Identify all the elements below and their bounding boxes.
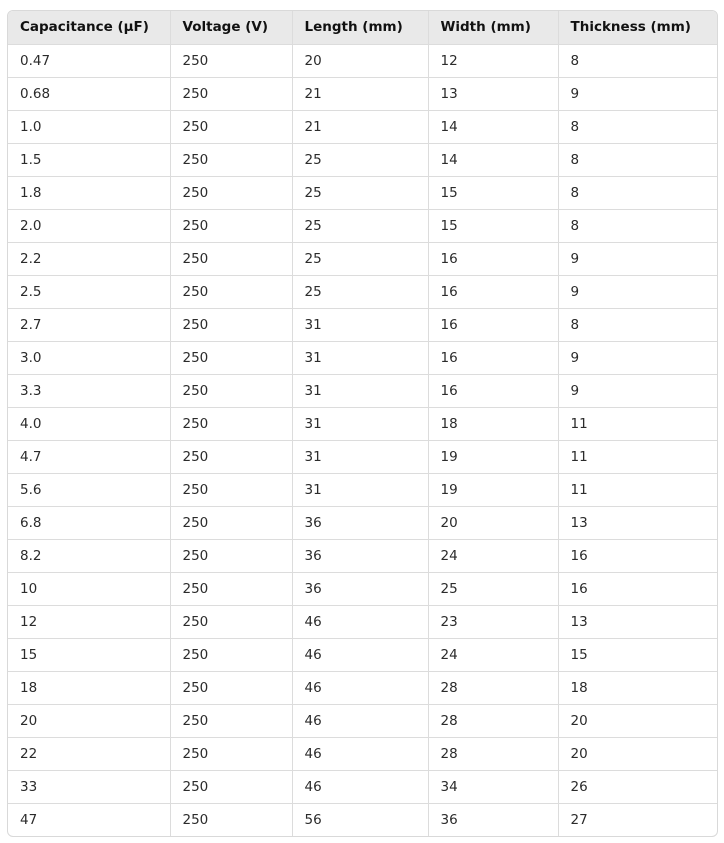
cell-width: 19: [428, 440, 558, 473]
cell-width: 13: [428, 77, 558, 110]
cell-voltage: 250: [170, 341, 292, 374]
cell-thickness: 8: [558, 110, 717, 143]
cell-capacitance: 4.0: [8, 407, 170, 440]
cell-thickness: 11: [558, 440, 717, 473]
cell-voltage: 250: [170, 44, 292, 77]
cell-length: 36: [292, 539, 428, 572]
cell-voltage: 250: [170, 770, 292, 803]
cell-length: 56: [292, 803, 428, 836]
cell-length: 31: [292, 407, 428, 440]
cell-capacitance: 2.2: [8, 242, 170, 275]
cell-voltage: 250: [170, 737, 292, 770]
cell-width: 28: [428, 704, 558, 737]
capacitor-dimensions-table-container: [7, 10, 718, 837]
table-body: [8, 44, 717, 836]
table-row: [8, 242, 717, 275]
table-row: [8, 407, 717, 440]
cell-capacitance: 12: [8, 605, 170, 638]
cell-voltage: 250: [170, 638, 292, 671]
cell-width: 34: [428, 770, 558, 803]
cell-capacitance: 0.68: [8, 77, 170, 110]
table-row: [8, 803, 717, 836]
table-row: [8, 209, 717, 242]
header-thickness: Thickness (mm): [558, 11, 717, 44]
table-row: [8, 638, 717, 671]
cell-voltage: 250: [170, 704, 292, 737]
cell-voltage: 250: [170, 275, 292, 308]
cell-length: 46: [292, 671, 428, 704]
cell-width: 28: [428, 671, 558, 704]
cell-capacitance: 3.3: [8, 374, 170, 407]
cell-thickness: 16: [558, 539, 717, 572]
table-row: [8, 110, 717, 143]
cell-voltage: 250: [170, 605, 292, 638]
cell-voltage: 250: [170, 473, 292, 506]
cell-width: 15: [428, 176, 558, 209]
cell-voltage: 250: [170, 407, 292, 440]
cell-width: 18: [428, 407, 558, 440]
table-row: [8, 77, 717, 110]
cell-voltage: 250: [170, 209, 292, 242]
cell-thickness: 11: [558, 407, 717, 440]
cell-length: 25: [292, 242, 428, 275]
table-row: [8, 308, 717, 341]
cell-thickness: 8: [558, 44, 717, 77]
cell-width: 16: [428, 374, 558, 407]
cell-thickness: 11: [558, 473, 717, 506]
cell-length: 25: [292, 143, 428, 176]
header-width: Width (mm): [428, 11, 558, 44]
cell-voltage: 250: [170, 572, 292, 605]
cell-length: 31: [292, 341, 428, 374]
table-row: [8, 143, 717, 176]
cell-thickness: 9: [558, 374, 717, 407]
cell-thickness: 20: [558, 704, 717, 737]
cell-length: 36: [292, 572, 428, 605]
cell-thickness: 8: [558, 308, 717, 341]
cell-thickness: 18: [558, 671, 717, 704]
cell-width: 16: [428, 308, 558, 341]
cell-thickness: 13: [558, 605, 717, 638]
cell-width: 15: [428, 209, 558, 242]
cell-length: 20: [292, 44, 428, 77]
cell-voltage: 250: [170, 671, 292, 704]
cell-width: 36: [428, 803, 558, 836]
cell-width: 19: [428, 473, 558, 506]
cell-capacitance: 4.7: [8, 440, 170, 473]
cell-width: 12: [428, 44, 558, 77]
cell-width: 16: [428, 242, 558, 275]
cell-thickness: 13: [558, 506, 717, 539]
table-row: [8, 473, 717, 506]
cell-thickness: 9: [558, 77, 717, 110]
cell-capacitance: 47: [8, 803, 170, 836]
cell-capacitance: 6.8: [8, 506, 170, 539]
cell-width: 16: [428, 275, 558, 308]
cell-length: 21: [292, 110, 428, 143]
cell-thickness: 9: [558, 341, 717, 374]
header-voltage: Voltage (V): [170, 11, 292, 44]
table-row: [8, 440, 717, 473]
cell-thickness: 27: [570, 811, 588, 828]
cell-thickness: 15: [558, 638, 717, 671]
table-row: [8, 44, 717, 77]
table-row: [8, 275, 717, 308]
table-header: [8, 11, 717, 44]
cell-width: 24: [428, 638, 558, 671]
cell-length: 31: [292, 308, 428, 341]
cell-capacitance: 33: [8, 770, 170, 803]
cell-width: 14: [428, 110, 558, 143]
header-length: Length (mm): [292, 11, 428, 44]
cell-thickness: 20: [558, 737, 717, 770]
table-row: [8, 671, 717, 704]
cell-voltage: 250: [170, 242, 292, 275]
cell-capacitance: 5.6: [8, 473, 170, 506]
cell-length: 31: [292, 374, 428, 407]
cell-capacitance: 20: [8, 704, 170, 737]
cell-thickness: 8: [558, 143, 717, 176]
cell-voltage: 250: [170, 176, 292, 209]
cell-capacitance: 3.0: [8, 341, 170, 374]
cell-voltage: 250: [170, 803, 292, 836]
cell-thickness: 8: [558, 176, 717, 209]
table-row: [8, 572, 717, 605]
cell-voltage: 250: [170, 440, 292, 473]
cell-capacitance: 18: [8, 671, 170, 704]
cell-width: 14: [428, 143, 558, 176]
cell-voltage: 250: [170, 539, 292, 572]
cell-width: 23: [428, 605, 558, 638]
cell-voltage: 250: [170, 110, 292, 143]
cell-thickness: 9: [558, 275, 717, 308]
cell-capacitance: 15: [8, 638, 170, 671]
table-row: [8, 374, 717, 407]
cell-length: 46: [292, 605, 428, 638]
cell-capacitance: 2.5: [8, 275, 170, 308]
header-row: [8, 11, 717, 44]
table-row: [8, 737, 717, 770]
cell-capacitance: 1.0: [8, 110, 170, 143]
cell-voltage: 250: [170, 308, 292, 341]
cell-voltage: 250: [170, 374, 292, 407]
cell-thickness: 16: [558, 572, 717, 605]
cell-width: 24: [428, 539, 558, 572]
cell-voltage: 250: [170, 143, 292, 176]
table-row: [8, 704, 717, 737]
table-row: [8, 341, 717, 374]
cell-voltage: 250: [170, 77, 292, 110]
cell-capacitance: 0.47: [8, 44, 170, 77]
table-row: [8, 605, 717, 638]
cell-length: 36: [292, 506, 428, 539]
table-row: [8, 506, 717, 539]
cell-thickness: 8: [558, 209, 717, 242]
cell-length: 46: [292, 737, 428, 770]
table-row: [8, 176, 717, 209]
cell-length: 46: [292, 704, 428, 737]
cell-capacitance: 2.0: [8, 209, 170, 242]
cell-length: 25: [292, 176, 428, 209]
cell-capacitance: 10: [8, 572, 170, 605]
cell-length: 31: [292, 473, 428, 506]
header-capacitance: Capacitance (μF): [8, 11, 170, 44]
cell-capacitance: 1.5: [8, 143, 170, 176]
cell-width: 25: [428, 572, 558, 605]
cell-width: 16: [428, 341, 558, 374]
cell-width: 20: [428, 506, 558, 539]
table-row: [8, 539, 717, 572]
cell-width: 28: [428, 737, 558, 770]
cell-thickness: 9: [558, 242, 717, 275]
cell-length: 31: [292, 440, 428, 473]
table-row: [8, 770, 717, 803]
cell-length: 25: [292, 209, 428, 242]
capacitor-dimensions-table: [8, 11, 717, 836]
cell-capacitance: 2.7: [8, 308, 170, 341]
cell-length: 21: [292, 77, 428, 110]
cell-length: 25: [292, 275, 428, 308]
cell-thickness: 26: [558, 770, 717, 803]
cell-length: 46: [292, 638, 428, 671]
cell-voltage: 250: [170, 506, 292, 539]
cell-capacitance: 8.2: [8, 539, 170, 572]
cell-length: 46: [292, 770, 428, 803]
cell-capacitance: 1.8: [8, 176, 170, 209]
cell-capacitance: 22: [8, 737, 170, 770]
